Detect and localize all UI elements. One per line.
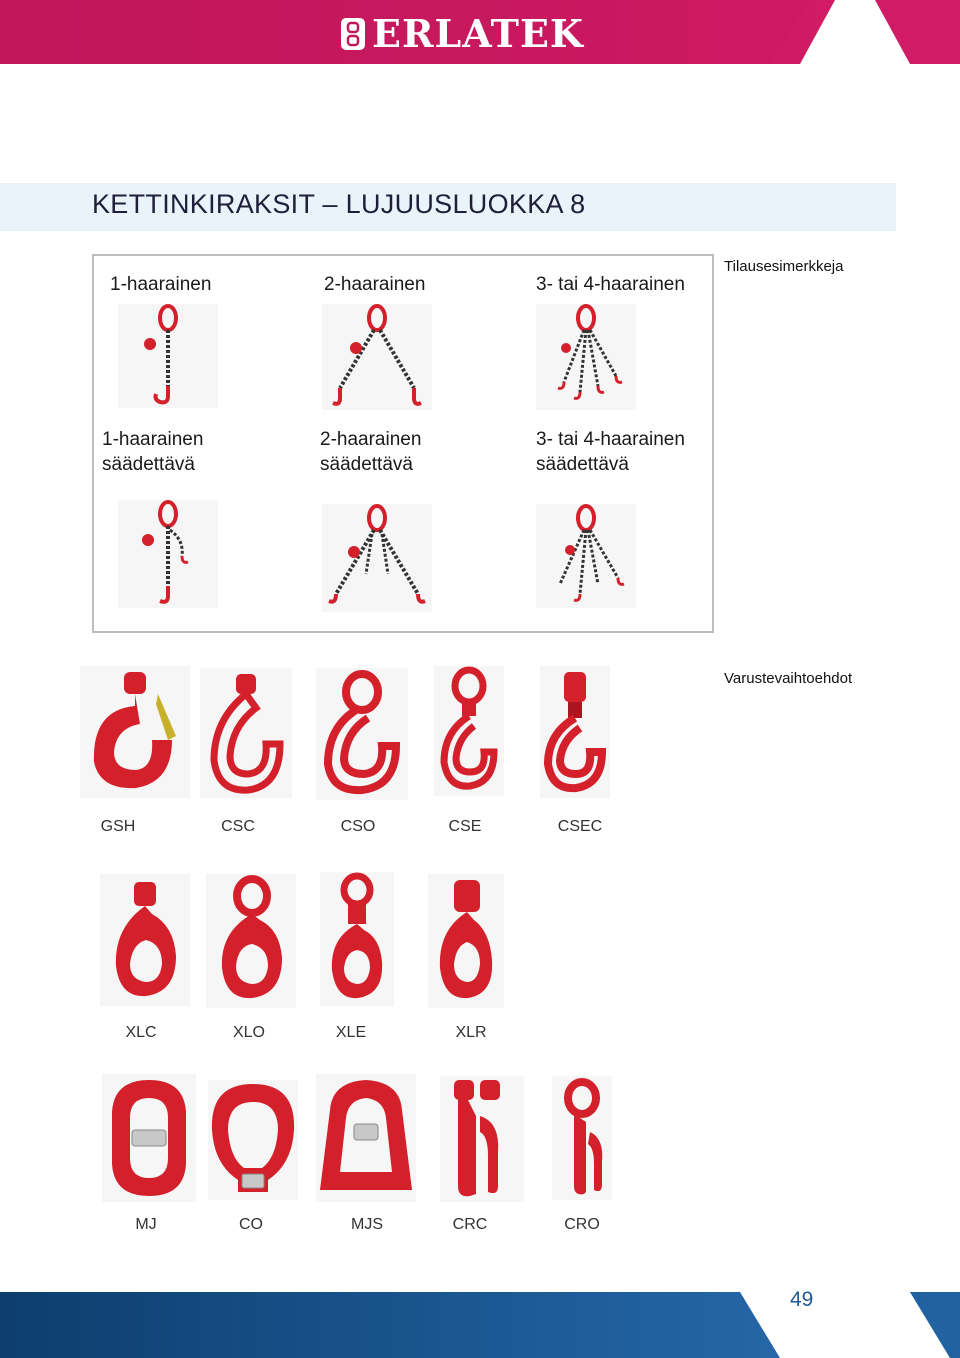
adjustable-label-2-leg-line1: 2-haarainen: [320, 429, 422, 450]
accessory-cro-image: [552, 1076, 612, 1200]
adjustable-label-1-leg-line2: säädettävä: [102, 454, 195, 475]
adjustable-sling-3-4-leg-image: [536, 504, 636, 608]
accessory-cse-image: [434, 666, 504, 796]
page-title: KETTINKIRAKSIT – LUJUUSLUOKKA 8: [92, 189, 586, 219]
sling-label-2-leg: 2-haarainen: [324, 274, 426, 295]
accessory-caption-xlc: XLC: [125, 1024, 157, 1041]
adjustable-label-2-leg: [320, 427, 421, 477]
accessory-csec-image: [540, 666, 610, 798]
accessory-caption-cro: CRO: [564, 1216, 600, 1233]
accessory-xlr-image: [428, 874, 504, 1008]
accessory-caption-co: CO: [239, 1216, 263, 1233]
accessory-caption-gsh: GSH: [100, 818, 136, 835]
accessory-gsh-image: [80, 666, 190, 798]
accessory-caption-cso: CSO: [340, 818, 376, 835]
accessory-co-image: [208, 1080, 298, 1200]
accessory-caption-mjs: MJS: [351, 1216, 383, 1233]
accessory-caption-xlr: XLR: [455, 1024, 487, 1041]
accessory-cso-image: [316, 668, 408, 800]
accessory-mj-image: [102, 1074, 196, 1202]
adjustable-label-2-leg-line2: säädettävä: [320, 454, 413, 475]
accessory-caption-csc: CSC: [221, 818, 255, 835]
accessories-label: Varustevaihtoehdot: [724, 670, 853, 687]
accessory-csc-image: [200, 668, 292, 798]
sling-1-leg-image: [118, 304, 218, 408]
logo-mark-icon: [340, 17, 366, 51]
accessory-caption-xlo: XLO: [232, 1024, 265, 1041]
footer-notch-graphic: [700, 1292, 960, 1358]
adjustable-sling-1-leg-image: [118, 500, 218, 608]
header-notch-graphic: [700, 0, 960, 64]
adjustable-label-1-leg-line1: 1-haarainen: [102, 429, 204, 450]
accessory-xlo-image: [206, 874, 296, 1008]
adjustable-label-3-4-leg-line1: 3- tai 4-haarainen: [536, 429, 685, 450]
page-number: 49: [790, 1288, 814, 1311]
accessory-mjs-image: [316, 1074, 416, 1202]
accessory-caption-mj: MJ: [135, 1216, 157, 1233]
logo-text: ERLATEK: [372, 11, 584, 56]
accessory-xlc-image: [100, 874, 190, 1006]
adjustable-label-1-leg: [102, 427, 203, 477]
brand-logo: [340, 11, 584, 56]
accessory-xle-image: [320, 872, 394, 1006]
accessory-caption-xle: XLE: [335, 1024, 367, 1041]
sling-2-leg-image: [322, 304, 432, 410]
adjustable-label-3-4-leg: [536, 427, 685, 477]
sling-3-4-leg-image: [536, 304, 636, 410]
accessory-caption-csec: CSEC: [557, 818, 603, 835]
accessory-caption-cse: CSE: [448, 818, 482, 835]
sling-label-3-4-leg: 3- tai 4-haarainen: [536, 274, 685, 295]
order-examples-label: Tilausesimerkkeja: [724, 258, 844, 275]
sling-label-1-leg: 1-haarainen: [110, 274, 212, 295]
adjustable-label-3-4-leg-line2: säädettävä: [536, 454, 629, 475]
accessory-caption-crc: CRC: [452, 1216, 488, 1233]
accessory-crc-image: [440, 1076, 524, 1202]
adjustable-sling-2-leg-image: [322, 504, 432, 612]
